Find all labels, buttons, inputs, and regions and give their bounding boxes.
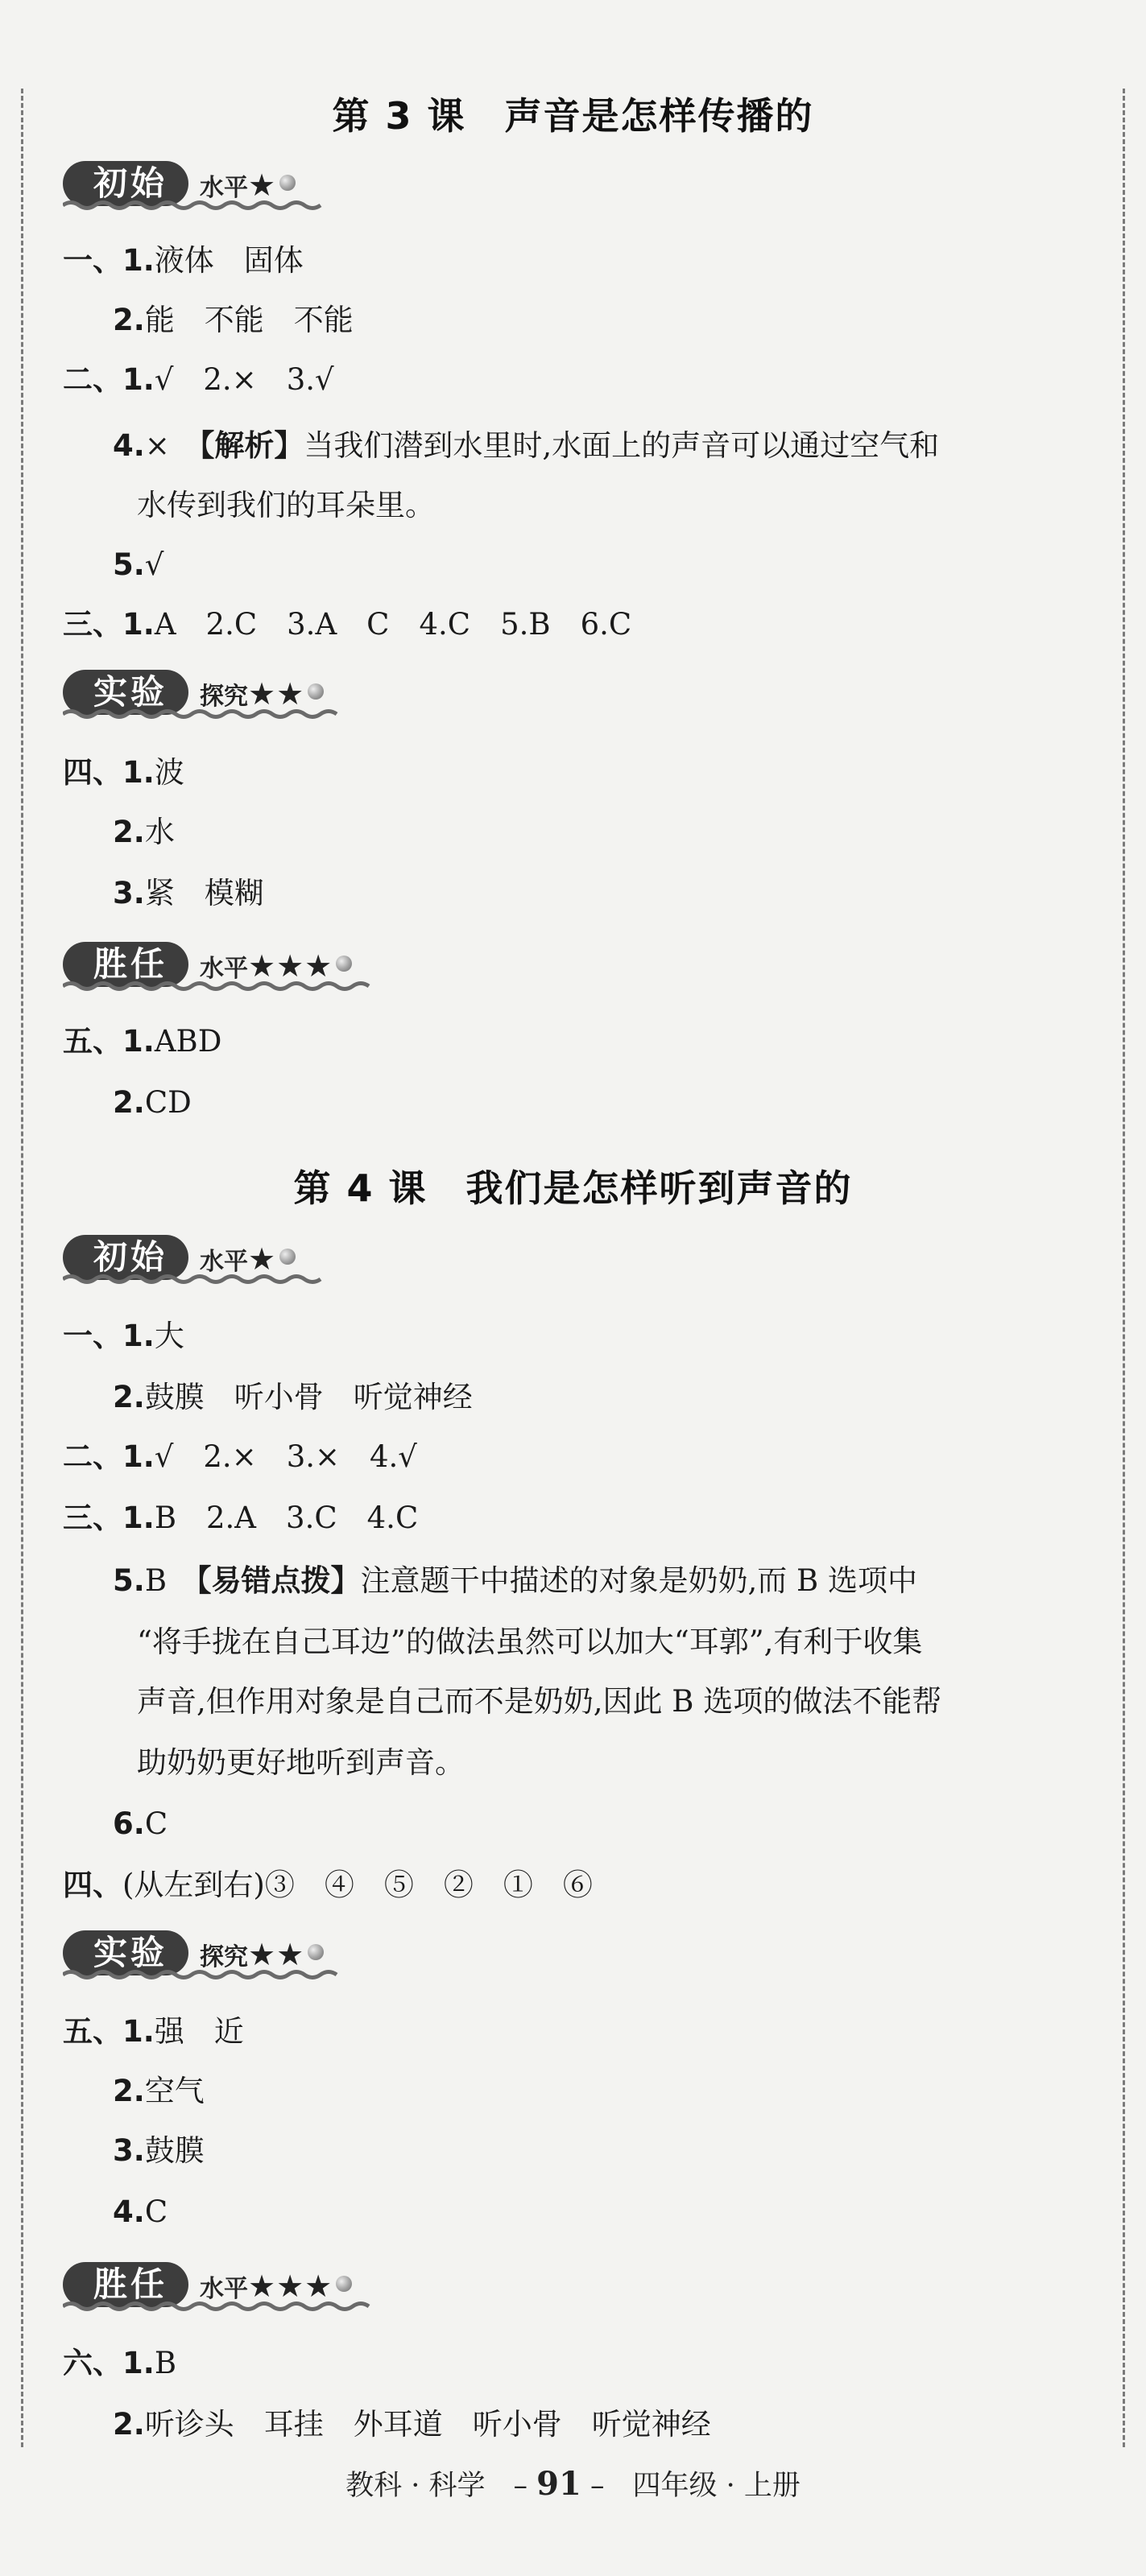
question-number: 5. xyxy=(113,547,145,582)
answer-text: 强 近 xyxy=(154,2014,244,2049)
page-footer xyxy=(0,2463,1146,2504)
answer-text: 波 xyxy=(154,755,184,790)
wave-underline-icon xyxy=(63,200,329,211)
answer-text: CD xyxy=(144,1085,192,1120)
answer-line xyxy=(113,2072,205,2111)
ball-icon xyxy=(336,2276,352,2292)
answer-line xyxy=(63,361,334,399)
answer-line xyxy=(113,1562,917,1600)
answer-line xyxy=(113,813,175,852)
question-number: 4. xyxy=(113,2194,145,2229)
question-number: 三、1. xyxy=(63,1501,155,1535)
answer-line xyxy=(113,874,264,913)
level-banner-experiment xyxy=(63,1927,353,1985)
question-number: 一、1. xyxy=(63,243,155,278)
answer-text: B xyxy=(154,2346,177,2380)
answer-line xyxy=(63,1438,417,1476)
wave-underline-icon xyxy=(63,2301,385,2312)
answer-text: 紧 模糊 xyxy=(144,876,264,910)
footer-subject: 教科 · 科学 – xyxy=(345,2470,528,2502)
answer-text: × xyxy=(144,428,200,463)
banner-sublabel: 水平 xyxy=(200,1248,248,1276)
answer-text: B xyxy=(144,1563,197,1598)
answer-text: 鼓膜 xyxy=(144,2133,205,2168)
star-rating: ★★★ xyxy=(248,948,333,984)
question-number: 2. xyxy=(113,303,145,337)
answer-line xyxy=(63,242,304,280)
left-dashed-margin xyxy=(21,89,23,2447)
answer-text: C xyxy=(144,2194,168,2229)
explanation-text: 注意题干中描述的对象是奶奶,而 B 选项中 xyxy=(360,1563,917,1598)
question-number: 二、1. xyxy=(63,1439,155,1474)
level-banner-competent xyxy=(63,939,353,997)
banner-sublabel: 水平 xyxy=(200,2275,248,2303)
answer-line xyxy=(63,1022,221,1061)
star-rating: ★ xyxy=(248,167,277,203)
star-rating: ★★★ xyxy=(248,2268,333,2304)
question-number: 5. xyxy=(113,1563,145,1598)
question-number: 四、 xyxy=(63,1868,122,1902)
answer-line xyxy=(63,605,631,644)
answer-line xyxy=(113,2132,205,2170)
level-banner-experiment xyxy=(63,667,353,724)
banner-sublabel: 探究 xyxy=(200,683,248,711)
right-dashed-margin xyxy=(1123,89,1125,2447)
explanation-continuation: 水传到我们的耳朵里。 xyxy=(137,488,435,522)
level-banner-initial xyxy=(63,158,353,216)
question-number: 2. xyxy=(113,1085,145,1120)
question-number: 五、1. xyxy=(63,1024,155,1059)
answer-line xyxy=(113,1805,168,1843)
answer-text: A 2.C 3.A C 4.C 5.B 6.C xyxy=(154,607,632,642)
answer-line xyxy=(113,546,163,584)
banner-label: 初始 xyxy=(93,1237,168,1277)
answer-text: 水 xyxy=(144,815,175,849)
explanation-text: 当我们潜到水里时,水面上的声音可以通过空气和 xyxy=(304,428,940,463)
answer-line xyxy=(113,1378,473,1417)
question-number: 2. xyxy=(113,815,145,849)
question-number: 6. xyxy=(113,1806,145,1841)
banner-label: 胜任 xyxy=(93,2264,168,2304)
banner-sublabel: 水平 xyxy=(200,174,248,202)
ball-icon xyxy=(308,1944,324,1960)
question-number: 2. xyxy=(113,2074,145,2108)
answer-line xyxy=(63,753,184,792)
question-number: 2. xyxy=(113,1380,145,1414)
question-number: 4. xyxy=(113,428,145,463)
wave-underline-icon xyxy=(63,980,385,992)
answer-text: ABD xyxy=(154,1024,222,1059)
answer-text: √ 2.× 3.√ xyxy=(154,362,334,397)
wave-underline-icon xyxy=(63,708,353,720)
star-rating: ★ xyxy=(248,1241,277,1277)
answer-text: 听诊头 耳挂 外耳道 听小骨 听觉神经 xyxy=(144,2407,711,2442)
question-number: 一、1. xyxy=(63,1319,155,1353)
banner-label: 胜任 xyxy=(93,944,168,984)
banner-sublabel: 探究 xyxy=(200,1943,248,1971)
answer-text: B 2.A 3.C 4.C xyxy=(154,1501,419,1535)
answer-text: 液体 固体 xyxy=(154,243,304,278)
answer-text: (从左到右)③ ④ ⑤ ② ① ⑥ xyxy=(122,1868,593,1902)
answer-line xyxy=(63,1317,184,1356)
answer-text: 空气 xyxy=(144,2074,205,2108)
answer-text: 能 不能 不能 xyxy=(144,303,354,337)
question-number: 3. xyxy=(113,876,145,910)
explanation-continuation: 助奶奶更好地听到声音。 xyxy=(137,1745,465,1780)
lesson-4-title: 第 4 课 我们是怎样听到声音的 xyxy=(293,1166,853,1210)
footer-grade: – 四年级 · 上册 xyxy=(590,2470,801,2502)
answer-line xyxy=(113,2193,168,2231)
question-number: 六、1. xyxy=(63,2346,155,2380)
answer-text: 大 xyxy=(154,1319,184,1353)
star-rating: ★★ xyxy=(248,1937,305,1972)
star-rating: ★★ xyxy=(248,676,305,712)
explanation-continuation: 声音,但作用对象是自己而不是奶奶,因此 B 选项的做法不能帮 xyxy=(137,1684,942,1719)
explanation-continuation: “将手拢在自己耳边”的做法虽然可以加大“耳郭”,有利于收集 xyxy=(137,1624,923,1659)
wave-underline-icon xyxy=(63,1969,353,1980)
answer-text: 鼓膜 听小骨 听觉神经 xyxy=(144,1380,473,1414)
ball-icon xyxy=(279,1249,296,1265)
banner-label: 初始 xyxy=(93,163,168,203)
answer-line xyxy=(113,2405,711,2444)
level-banner-initial xyxy=(63,1232,353,1290)
question-number: 三、1. xyxy=(63,607,155,642)
answer-line xyxy=(113,1084,192,1122)
answer-text: C xyxy=(144,1806,168,1841)
ball-icon xyxy=(336,956,352,972)
answer-line xyxy=(63,1866,593,1905)
question-number: 2. xyxy=(113,2407,145,2442)
answer-line xyxy=(113,427,939,465)
answer-text: √ xyxy=(144,547,164,582)
answer-line xyxy=(63,2013,244,2051)
answer-line xyxy=(113,301,354,340)
question-number: 二、1. xyxy=(63,362,155,397)
question-number: 3. xyxy=(113,2133,145,2168)
banner-sublabel: 水平 xyxy=(200,955,248,983)
answer-text: √ 2.× 3.× 4.√ xyxy=(154,1439,417,1474)
analysis-tag: 【解析】 xyxy=(199,428,304,463)
question-number: 四、1. xyxy=(63,755,155,790)
error-tip-tag: 【易错点拨】 xyxy=(197,1563,361,1598)
answer-line xyxy=(63,2344,176,2383)
lesson-3-title: 第 3 课 声音是怎样传播的 xyxy=(332,94,814,138)
banner-label: 实验 xyxy=(93,1933,168,1972)
ball-icon xyxy=(308,683,324,700)
answer-line xyxy=(63,1499,418,1538)
question-number: 五、1. xyxy=(63,2014,155,2049)
ball-icon xyxy=(279,175,296,191)
wave-underline-icon xyxy=(63,1274,329,1285)
level-banner-competent xyxy=(63,2259,353,2317)
banner-label: 实验 xyxy=(93,672,168,712)
page-number: 91 xyxy=(536,2465,581,2503)
